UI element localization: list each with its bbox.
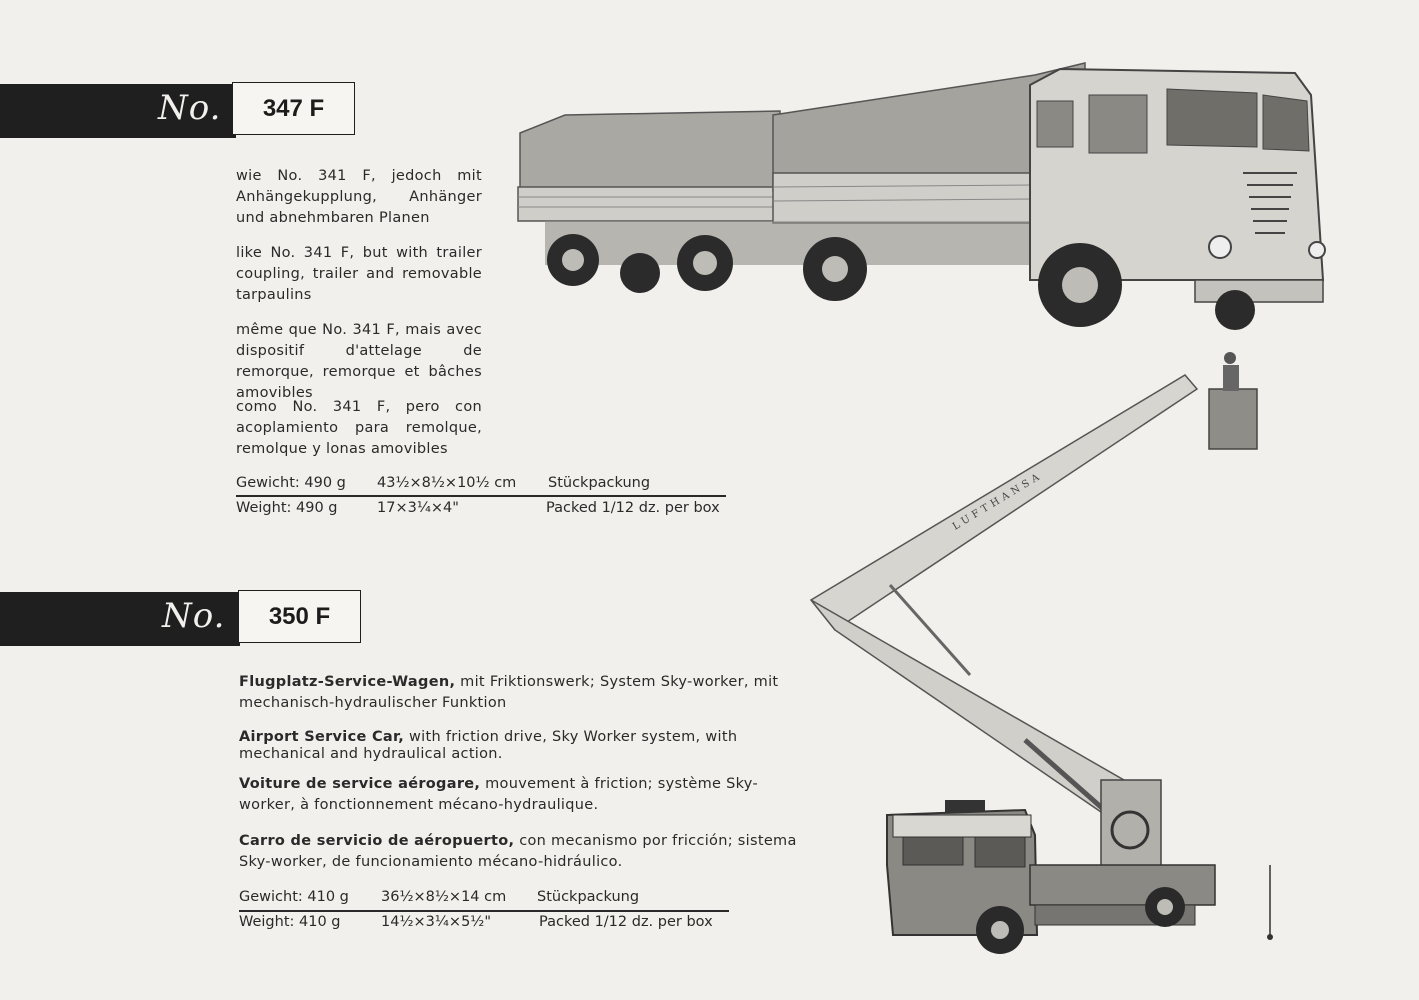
item1-spec2-pack: Packed 1/12 dz. per box	[546, 500, 720, 516]
item2-spec1-pack: Stückpackung	[537, 889, 640, 905]
boom-lettering: LUFTHANSA	[950, 470, 1045, 533]
item2-spec2-dims: 14½×3¼×5½"	[381, 914, 492, 930]
item2-spec-row-1	[239, 889, 729, 909]
item2-es-text: con mecanismo por fricción; sistema Sky-worker, de funcionamiento mécano-hidráulico.	[239, 833, 797, 870]
item2-fr-text: mouvement à friction; système Sky-worker, à fonctionnement mécano-hydraulique.	[239, 776, 758, 813]
item1-desc-de: wie No. 341 F, jedoch mit Anhängekupplung, Anhänger und abnehmbaren Planen	[236, 168, 482, 226]
item1-spec1-dims: 43½×8½×10½ cm	[377, 475, 517, 491]
item1-spec1-label: Gewicht: 490 g	[236, 475, 346, 491]
item1-number: 347 F	[232, 82, 355, 135]
item2-de-text: mit Friktionswerk; System Sky-worker, mit mechanisch-hydraulischer Funktion	[239, 674, 779, 711]
item2-de-title: Flugplatz-Service-Wagen,	[239, 674, 456, 690]
item2-spec-rule	[239, 910, 729, 912]
item2-spec-row-2	[239, 914, 729, 934]
item1-spec-rule	[236, 495, 726, 497]
item2-spec1-label: Gewicht: 410 g	[239, 889, 349, 905]
item2-desc-es	[239, 831, 799, 873]
item1-spec2-dims: 17×3¼×4"	[377, 500, 459, 516]
item1-spec2-label: Weight: 490 g	[236, 500, 338, 516]
truck-with-trailer-image	[515, 55, 1330, 345]
item2-spec2-label: Weight: 410 g	[239, 914, 341, 930]
item2-spec1-dims: 36½×8½×14 cm	[381, 889, 507, 905]
item1-desc-fr: même que No. 341 F, mais avec dispositif d'attelage de remorque, remorque et bâches amovibles	[236, 322, 482, 401]
item1-spec1-pack: Stückpackung	[548, 475, 651, 491]
item1-spec-row-2	[236, 500, 726, 520]
item2-header-bar	[0, 592, 240, 646]
item2-desc-fr	[239, 774, 799, 816]
item2-fr-title: Voiture de service aérogare,	[239, 776, 481, 792]
item2-desc-en	[239, 729, 779, 763]
item2-en-title: Airport Service Car,	[239, 729, 405, 745]
item2-spec2-pack: Packed 1/12 dz. per box	[539, 914, 713, 930]
item2-es-title: Carro de servicio de aéropuerto,	[239, 833, 515, 849]
item2-no-label: No.	[162, 596, 226, 636]
item1-desc-es: como No. 341 F, pero con acoplamiento para remolque, remolque y lonas amovibles	[236, 399, 482, 457]
item1-spec-row-1	[236, 475, 726, 495]
item1-desc-en: like No. 341 F, but with trailer coupling, trailer and removable tarpaulins	[236, 245, 482, 303]
item2-number: 350 F	[238, 590, 361, 643]
item1-header-bar	[0, 84, 236, 138]
item1-no-label: No.	[158, 88, 222, 128]
sky-worker-truck-image	[805, 345, 1285, 965]
item2-en-text: with friction drive, Sky Worker system, with mechanical and hydraulical action.	[239, 729, 738, 762]
item2-desc-de	[239, 672, 779, 714]
